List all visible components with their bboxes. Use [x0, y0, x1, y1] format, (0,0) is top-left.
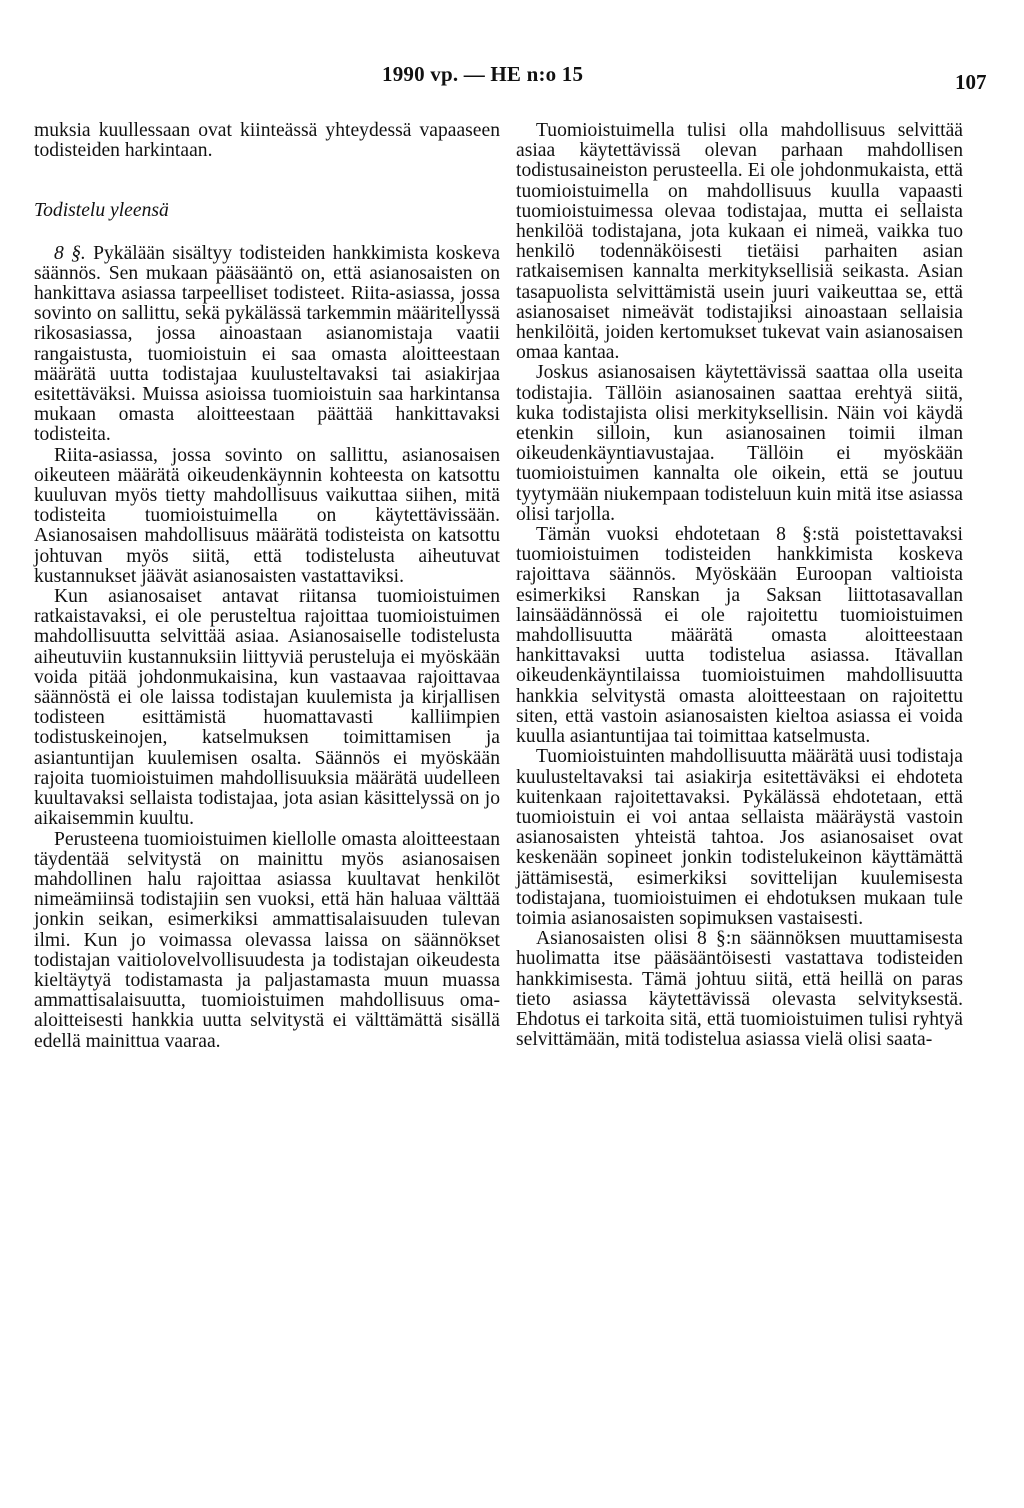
paragraph: Perusteena tuomioistuimen kiellolle omasta aloitteestaan täydentää selvitystä on mainittu myös asianosaisen mahdollinen halu rajoittaa asiassa kuultavat henkilöt nimeämiinsä todistajiin sen vuoksi, että hän haluaa välttää jonkin seikan, esimerkiksi ammattisalaisuuden tulevan ilmi. Kun jo voimassa olevassa laissa on säännökset todistajan vaitiolovelvollisuudesta ja todistajan oikeudesta kieltäytyä todistamasta ja paljastamasta muun muassa ammattisalaisuutta, tuomioistuimen mahdollisuus oma-aloitteisesti hankkia uutta selvitystä ei välttämättä sisällä edellä mainittua vaaraa.	[34, 828, 500, 1052]
section-heading: Todistelu yleensä	[34, 200, 169, 222]
paragraph-continued: muksia kuullessaan ovat kiinteässä yhteydessä vapaaseen todisteiden harkintaan.	[34, 120, 500, 162]
paragraph: Riita-asiassa, jossa sovinto on sallittu, asianosaisen oikeuteen määrätä oikeudenkäynnin kohteesta on katsottu kuuluvan myös tietty mahdollisuus vaikuttaa siihen, mitä todisteita tuomioistuimella on käytettävissään. Asianosaisen mahdollisuus määrätä todisteista on katsottu johtuvan myös siitä, että todistelusta aiheutuvat kustannukset jäävät asianosaisten vastattaviksi.	[34, 444, 500, 587]
paragraph: Kun asianosaiset antavat riitansa tuomioistuimen ratkaistavaksi, ei ole perusteltua rajoittaa tuomioistuimen mahdollisuutta selvittää asiaa. Asianosaiselle todistelusta aiheutuviin kustannuksiin liittyviä perusteluja ei myöskään voida pitää johdonmukaisina, kun vastaavaa rajoittavaa säännöstä ei ole laissa todistajan kuulemista ja kirjallisen todisteen esittämistä huomattavasti kalliimpien todistuskeinojen, katselmuksen toimittamisen ja asiantuntijan kuulemisen osalta. Säännös ei myöskään rajoita tuomioistuimen mahdollisuuksia määrätä uudelleen kuultavaksi sellaista todistajaa, jota asian käsittelyssä on jo aikaisemmin kuultu.	[34, 586, 500, 830]
paragraph: Joskus asianosaisen käytettävissä saattaa olla useita todistajia. Tällöin asianosainen saattaa erehtyä siitä, kuka todistajista olisi merkityksellisin. Näin voi käydä etenkin silloin, kun asianosainen toimii ilman oikeudenkäyntiavustajaa. Tällöin ei myöskään tuomioistuimen kannalta ole oikein, että se joutuu tyytymään niukempaan todisteluun kuin mitä itse asiassa olisi tarjolla.	[516, 362, 963, 525]
page-header	[0, 58, 1024, 92]
paragraph-text: Pykälään sisältyy todisteiden hankkimista koskeva säännös. Sen mukaan pääsääntö on, että asianosaisten on hankittava asiassa tarpeelliset todisteet. Riita-asiassa, jossa sovinto on sallittu, sekä pykälässä tarkemmin määritellyssä rikosasiassa, jossa ainoastaan asianomistaja vaatii rangaistusta, tuomioistuin ei saa omasta aloitteestaan määrätä uutta todistajaa kuulusteltavaksi tai asiakirjaa esitettäväksi. Muissa asioissa tuomioistuin saa harkintansa mukaan omasta aloitteestaan päättää hankittavaksi todisteita.	[34, 242, 500, 446]
paragraph: Tuomioistuinten mahdollisuutta määrätä uusi todistaja kuulusteltavaksi tai asiakirja esitettäväksi ei ehdoteta kuitenkaan rajoitettavaksi. Pykälässä ehdotetaan, että tuomioistuin ei voi antaa sellaista määräystä vastoin asianosaisten yhteistä tahtoa. Jos asianosaiset ovat keskenään sopineet jonkin todistelukeinon käyttämättä jättämisestä, esimerkiksi sovittelijan kuulemisesta todistajana, tuomioistuimen ei ehdotuksen mukaan tule toimia asianosaisten sopimuksen vastaisesti.	[516, 746, 963, 929]
page-number: 107	[955, 70, 987, 94]
paragraph: Asianosaisten olisi 8 §:n säännöksen muuttamisesta huolimatta itse pääsääntöisesti vastattava todisteiden hankkimisesta. Tämä johtuu siitä, että heillä on paras tieto asiassa käytettävissä olevasta selvityksestä. Ehdotus ei tarkoita sitä, että tuomioistuimen tulisi ryhtyä selvittämään, mitä todistelua asiassa vielä olisi saata-	[516, 928, 963, 1051]
left-column	[34, 121, 500, 1052]
section-sign: 8 §.	[54, 242, 86, 264]
paragraph: Tuomioistuimella tulisi olla mahdollisuus selvittää asiaa käytettävissä olevan parhaan mahdollisen todistusaineiston perusteella. Ei ole johdonmukaista, että tuomioistuimella on mahdollisuus kuulla vapaasti tuomioistuimessa olevaa todistajaa, mutta ei sellaista henkilöä todistajana, jota kukaan ei nimeä, vaikka tuo henkilö todennäköisesti tietäisi parhaiten asian ratkaisemisen kannalta merkityksellisiä seikasta. Asian tasapuolista selvittämistä usein juuri vaikeuttaa se, että asianosaiset nimeävät todistajiksi ainoastaan sellaisia henkilöitä, joiden kertomukset tukevat vain asianosaisen omaa kantaa.	[516, 120, 963, 364]
paragraph: Tämän vuoksi ehdotetaan 8 §:stä poistettavaksi tuomioistuimen todisteiden hankkimista koskeva rajoittava säännös. Myöskään Euroopan valtioista esimerkiksi Ranskan ja Saksan liittotasavallan lainsäädännössä ei ole rajoitettu tuomioistuimen mahdollisuutta määrätä omasta aloitteestaan hankittavaksi uutta todistelua asiassa. Itävallan oikeudenkäyntilaissa tuomioistuimen mahdollisuutta hankkia selvitystä omasta aloitteestaan on rajoitettu siten, että vastoin asianosaisten kieltoa asiassa ei voida kuulla asiantuntijaa tai toimittaa katselmusta.	[516, 524, 963, 748]
right-column	[516, 121, 963, 1050]
paragraph-section-8	[34, 244, 500, 446]
document-title: 1990 vp. — HE n:o 15	[382, 62, 584, 86]
